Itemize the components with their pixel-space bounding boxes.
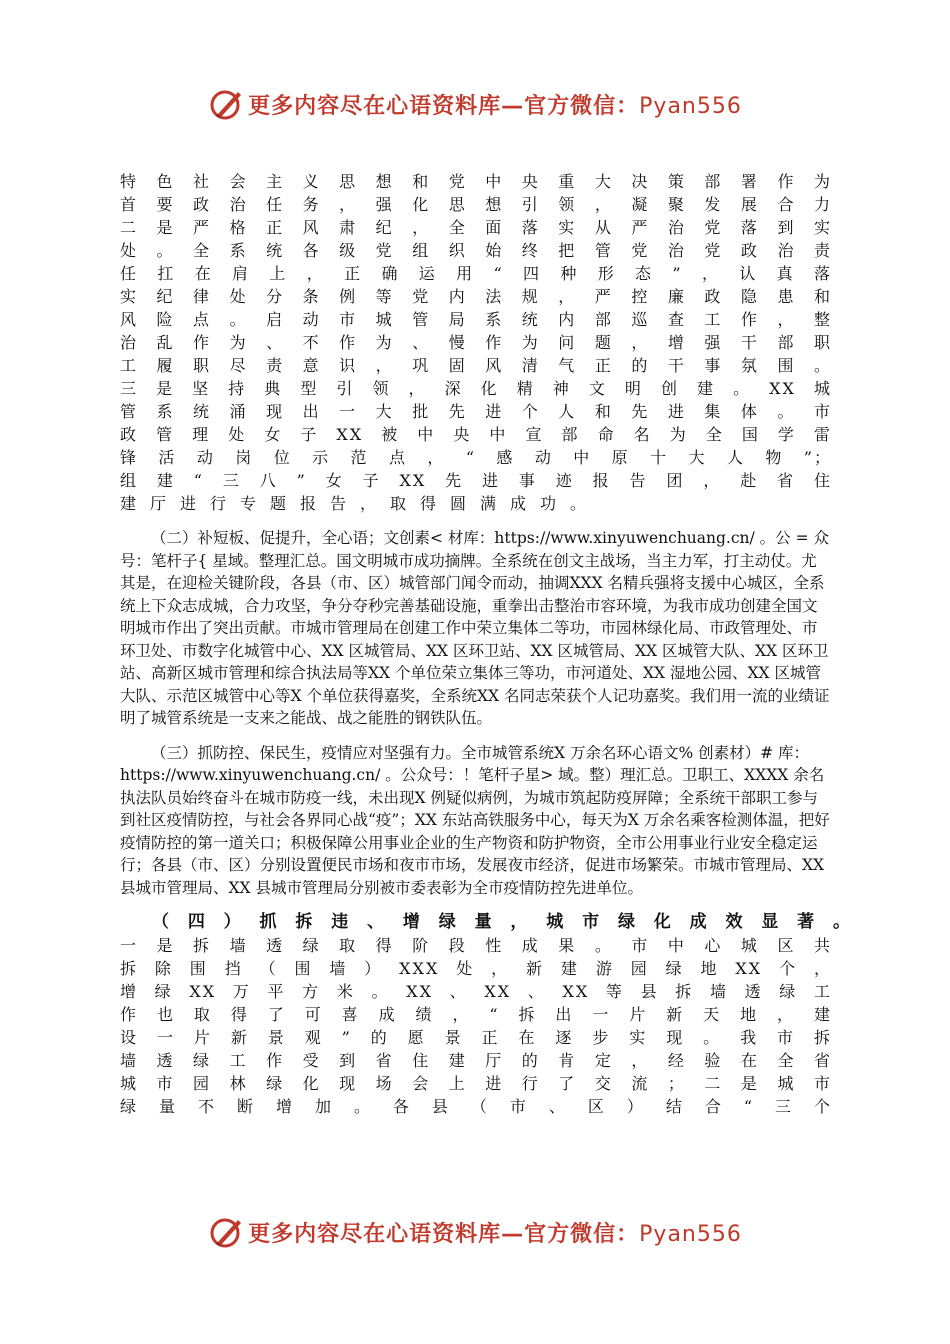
- text-line: 设一片新景观”的愿景正在逐步实现。我市拆: [120, 1028, 832, 1047]
- text-line: 墙透绿工作受到省住建厅的肯定，经验在全省: [120, 1051, 832, 1070]
- text-line: 治乱作为、不作为、慢作为问题，增强干部职: [120, 333, 832, 352]
- text-line: 处。全系统各级党组织始终把管党治党政治责: [120, 241, 832, 260]
- text-line: 建厅进行专题报告，取得圆满成功。: [120, 494, 601, 513]
- text-line: 组建“三八”女子XX先进事迹报告团，赴省住: [120, 471, 832, 490]
- text-line: 增绿XX万平方米。XX、XX、XX等县拆墙透绿工: [120, 982, 832, 1001]
- text-line: 政管理处女子XX被中央中宣部命名为全国学雷: [120, 425, 832, 444]
- footer-banner: [0, 1212, 950, 1252]
- header-banner: [0, 84, 950, 124]
- text-line: 拆除围挡（围墙）XXX处，新建游园绿地XX个，: [120, 959, 832, 978]
- text-line: 首要政治任务，强化思想引领，凝聚发展合力: [120, 195, 832, 214]
- section-one-continued: [120, 170, 832, 515]
- banner-text: 更多内容尽在心语资料库—官方微信：Pyan556: [248, 1221, 742, 1247]
- text-line: 特色社会主义思想和党中央重大决策部署作为: [120, 172, 832, 191]
- text-line: 任扛在肩上，正确运用“四种形态”，认真落: [120, 264, 832, 283]
- text-line: 管系统涌现出一大批先进个人和先进集体。市: [120, 402, 832, 421]
- paragraph-two: （二）补短板、促提升，全心语；文创素< 材库：https://www.xinyuwenchuang.cn/ 。公 = 众号：笔杆子{ 星域。整理汇总。国文明城市成功摘牌。全系统在创文主战场，当主力军，打主动仗。尤其是，在迎检关键阶段，各县（市、区）城管部门闻令而动，抽调XXX 名精兵强将支援中心城区，全系统上下众志成城，合力攻坚，争分夺秒完善基础设施，重拳出击整治市容环境，为我市成功创建全国文明城市作出了突出贡献。市城市管理局在创建工作中荣立集体二等功，市园林绿化局、市政管理处、市环卫处、市数字化城管中心、XX 区城管局、XX 区环卫站、XX 区城管局、XX 区城管大队、XX 区环卫站、高新区城市管理和综合执法局等XX 个单位荣立集体三等功，市河道处、XX 湿地公园、XX 区城管大队、示范区城管中心等X 个单位获得嘉奖，全系统XX 名同志荣获个人记功嘉奖。我们用一流的业绩证明了城管系统是一支来之能战、战之能胜的钢铁队伍。: [120, 529, 830, 727]
- pen-logo-icon: [208, 1214, 244, 1250]
- document-body: [120, 170, 852, 1130]
- text-line: 作也取得了可喜成绩，“拆出一片新天地，建: [120, 1005, 832, 1024]
- text-line: 城市园林绿化现场会上进行了交流；二是城市: [120, 1074, 832, 1093]
- text-line: 实纪律处分条例等党内法规，严控廉政隐患和: [120, 287, 832, 306]
- text-line: 一是拆墙透绿取得阶段性成果。市中心城区共: [120, 936, 832, 955]
- text-line: 风险点。启动市城管局系统内部巡查工作，整: [120, 310, 832, 329]
- section-four-heading: （四）抓拆违、增绿量，城市绿化成效显著。: [152, 912, 852, 932]
- text-line: 锋活动岗位示范点，“感动中原十大人物”；: [120, 448, 832, 467]
- text-line: 绿量不断增加。各县（市、区）结合“三个: [120, 1097, 832, 1116]
- text-line: 二是严格正风肃纪，全面落实从严治党落到实: [120, 218, 832, 237]
- section-four: [120, 911, 852, 1118]
- pen-logo-icon: [208, 86, 244, 122]
- text-line: 工履职尽责意识，巩固风清气正的干事氛围。: [120, 356, 832, 375]
- paragraph-three: （三）抓防控、保民生，疫情应对坚强有力。全市城管系统X 万余名环心语文% 创素材）# 库：https://www.xinyuwenchuang.cn/ 。公众号：！笔杆子星> 域。整）理汇总。卫职工、XXXX 余名执法队员始终奋斗在城市防疫一线，未出现X 例疑似病例，为城市筑起防疫屏障；全系统干部职工参与到社区疫情防控，与社会各界同心战“疫”；XX 东站高铁服务中心，每天为X 万余名乘客检测体温，把好疫情防控的第一道关口；积极保障公用事业企业的生产物资和防护物资，全市公用事业行业安全稳定运行；各县（市、区）分别设置便民市场和夜市市场，发展夜市经济，促进市场繁荣。市城市管理局、XX 县城市管理局、XX 县城市管理局分别被市委表彰为全市疫情防控先进单位。: [120, 743, 830, 897]
- banner-text: 更多内容尽在心语资料库—官方微信：Pyan556: [248, 93, 742, 119]
- text-line: 三是坚持典型引领，深化精神文明创建。XX城: [120, 379, 832, 398]
